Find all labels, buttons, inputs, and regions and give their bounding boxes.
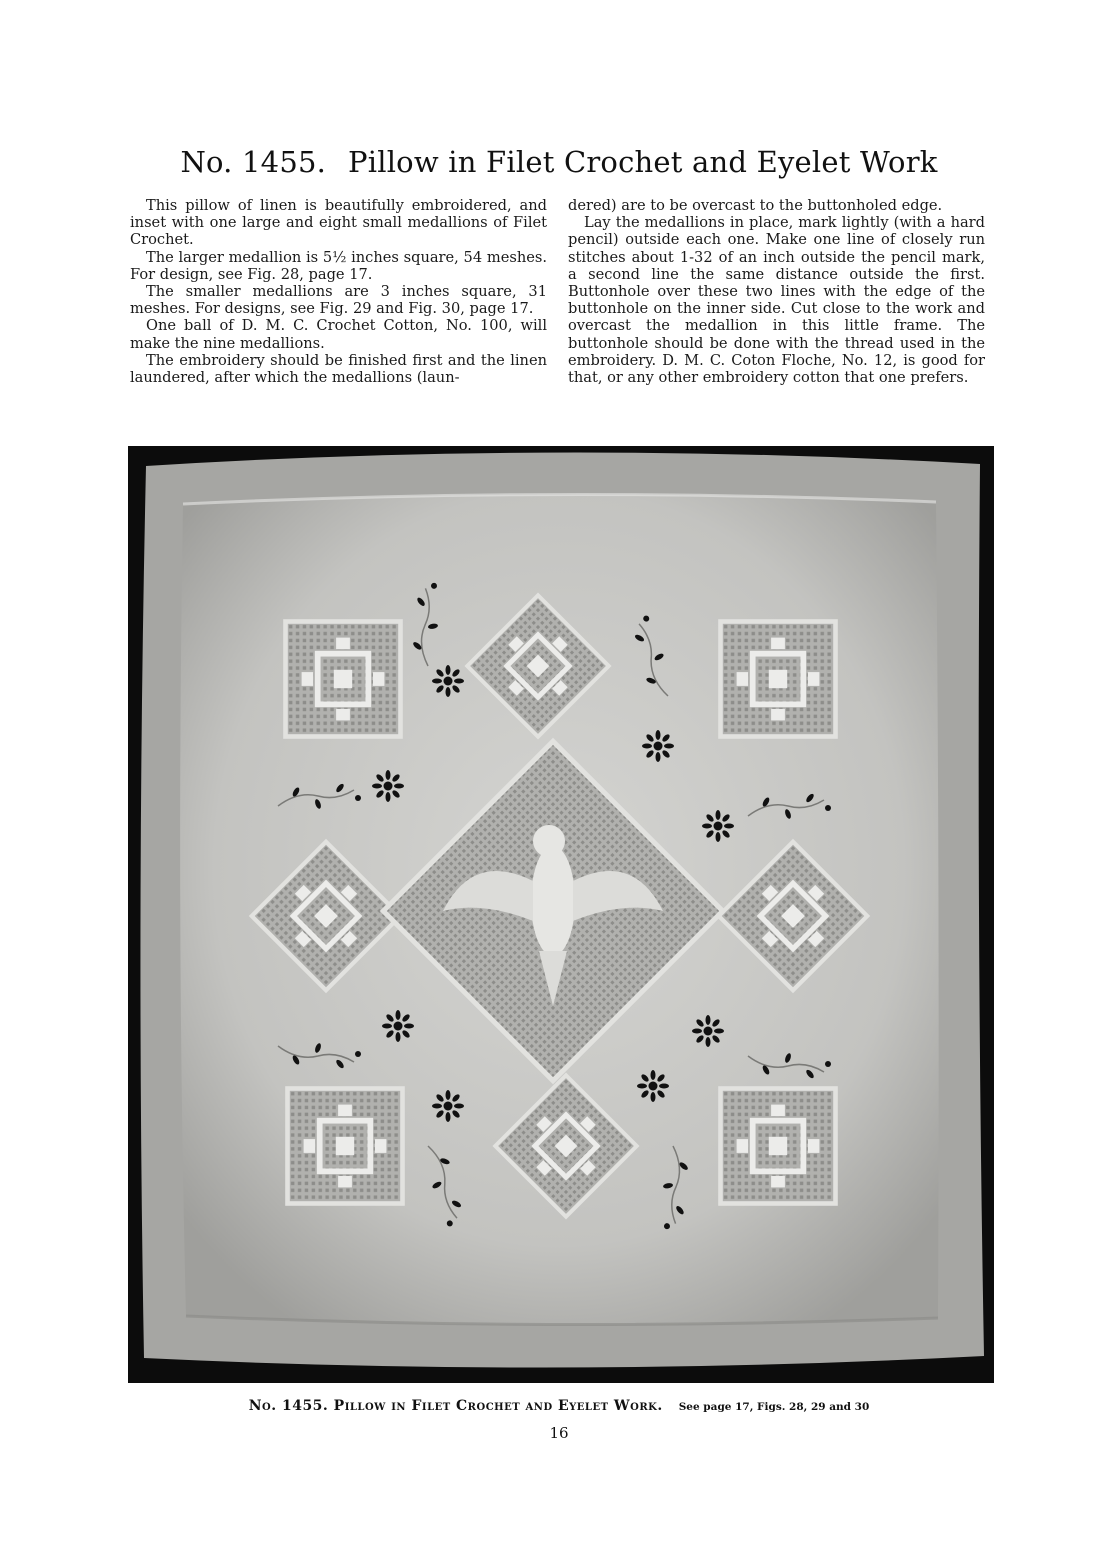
paragraph: dered) are to be overcast to the buttonholed edge. [568, 197, 943, 214]
paragraph: The larger medallion is 5½ inches square, 54 meshes. For design, see Fig. 28, page 17. [130, 248, 547, 283]
right-text-column [568, 197, 985, 386]
paragraph: Lay the medallions in place, mark lightly (with a hard pencil) outside each one. Make one line of closely run stitches about 1-32 of an inch outside the pencil mark, a second line the same distance outside the first. Buttonhole over these two lines with the edge of the buttonhole on the inner side. Cut close to the work and overcast the medallion in this little frame. The buttonhole should be done with the thread used in the embroidery. D. M. C. Coton Floche, No. 12, is good for that, or any other embroidery cotton that one prefers. [568, 214, 985, 387]
page-number: 16 [549, 1424, 569, 1442]
page-title [0, 145, 1118, 179]
corner-medallion [721, 622, 836, 737]
paragraph: This pillow of linen is beautifully embroidered, and inset with one large and eight small medallions of Filet Crochet. [130, 197, 547, 249]
paragraph: The smaller medallions are 3 inches square, 31 meshes. For designs, see Fig. 29 and Fig. 30, page 17. [130, 283, 547, 318]
caption-title: No. 1455. Pillow in Filet Crochet and Eyelet Work. [248, 1398, 663, 1414]
pattern-title: Pillow in Filet Crochet and Eyelet Work [348, 145, 938, 179]
paragraph: One ball of D. M. C. Crochet Cotton, No. 100, will make the nine medallions. [130, 317, 547, 352]
left-text-column [130, 197, 547, 386]
corner-medallion [286, 622, 401, 737]
pillow-illustration [128, 446, 994, 1383]
corner-medallion [288, 1089, 403, 1204]
caption-reference: See page 17, Figs. 28, 29 and 30 [678, 1401, 870, 1413]
pattern-number: No. 1455. [180, 145, 327, 179]
figure-caption [0, 1398, 1118, 1414]
pillow-photograph [128, 446, 994, 1383]
corner-medallion [721, 1089, 836, 1204]
paragraph: The embroidery should be finished first and the linen laundered, after which the medallions (laun- [130, 351, 547, 387]
